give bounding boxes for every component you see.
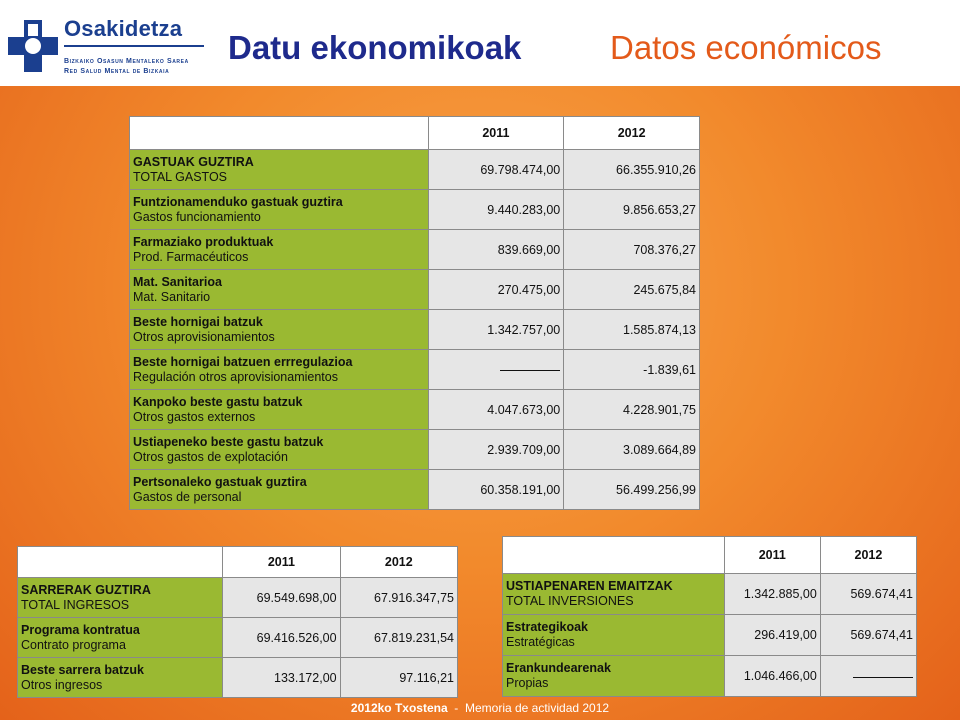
table-row	[18, 578, 458, 618]
value-2012: 9.856.653,27	[564, 190, 700, 230]
table-row	[130, 150, 700, 190]
page-title-es: Datos económicos	[610, 29, 882, 66]
row-label-es: TOTAL INVERSIONES	[506, 594, 634, 608]
value-2011: 296.419,00	[724, 615, 820, 656]
row-label-es: Otros ingresos	[21, 677, 103, 692]
value-2011: 1.342.885,00	[724, 574, 820, 615]
row-label	[130, 190, 429, 230]
row-label-eu: Beste hornigai batzuk	[133, 314, 263, 329]
value-2012: 708.376,27	[564, 230, 700, 270]
footer-left: 2012ko Txostena	[350, 701, 448, 715]
expenses-table	[129, 116, 700, 510]
row-label-es: Otros aprovisionamientos	[133, 329, 275, 344]
row-label-es: Propias	[506, 676, 549, 690]
value-2012: 3.089.664,89	[564, 430, 700, 470]
row-label-eu: Beste hornigai batzuen errregulazioa	[133, 354, 353, 369]
table-row	[130, 270, 700, 310]
table-corner-cell	[18, 547, 223, 578]
page-title-eu: Datu ekonomikoak	[228, 29, 522, 66]
row-label-es: Prod. Farmacéuticos	[133, 249, 249, 264]
logo-subtitle-eu: Bizkaiko Osasun Mentaleko Sarea	[64, 58, 189, 65]
footer-separator: -	[447, 701, 465, 715]
value-2012: 56.499.256,99	[564, 470, 700, 510]
row-label	[130, 430, 429, 470]
row-label-es: TOTAL INGRESOS	[21, 597, 130, 612]
empty-value-dash	[500, 369, 560, 371]
value-2012: 67.916.347,75	[340, 578, 457, 618]
value-2011: 1.046.466,00	[724, 656, 820, 697]
table-row	[18, 618, 458, 658]
row-label	[130, 390, 429, 430]
value-2012: 4.228.901,75	[564, 390, 700, 430]
income-table	[17, 546, 458, 698]
value-2011: 9.440.283,00	[428, 190, 564, 230]
row-label-eu: Pertsonaleko gastuak guztira	[133, 474, 307, 489]
table-row	[130, 350, 700, 390]
value-2011: 4.047.673,00	[428, 390, 564, 430]
row-label-eu: Farmaziako produktuak	[133, 234, 274, 249]
value-2011: 1.342.757,00	[428, 310, 564, 350]
row-label	[503, 574, 725, 615]
footer-right: Memoria de actividad 2012	[464, 701, 610, 715]
value-2011-empty	[428, 350, 564, 390]
row-label	[130, 270, 429, 310]
table-row	[130, 470, 700, 510]
value-2012: 569.674,41	[820, 615, 916, 656]
table-row	[503, 656, 917, 697]
table-row	[130, 430, 700, 470]
row-label-es: TOTAL GASTOS	[133, 169, 228, 184]
row-label-eu: Kanpoko beste gastu batzuk	[133, 394, 303, 409]
table-row	[130, 230, 700, 270]
row-label	[18, 658, 223, 698]
row-label-eu: Estrategikoak	[506, 620, 588, 634]
footer	[0, 701, 960, 715]
value-2011: 69.416.526,00	[223, 618, 340, 658]
value-2011: 270.475,00	[428, 270, 564, 310]
col-header-2011: 2011	[428, 117, 564, 150]
col-header-2012: 2012	[564, 117, 700, 150]
row-label	[130, 230, 429, 270]
value-2011: 133.172,00	[223, 658, 340, 698]
table-row	[503, 574, 917, 615]
logo-name: Osakidetza	[64, 16, 183, 41]
empty-value-dash	[853, 676, 913, 678]
row-label-es: Contrato programa	[21, 637, 126, 652]
row-label	[130, 310, 429, 350]
row-label	[503, 615, 725, 656]
value-2011: 839.669,00	[428, 230, 564, 270]
row-label	[130, 470, 429, 510]
value-2011: 2.939.709,00	[428, 430, 564, 470]
row-label-es: Gastos de personal	[133, 489, 242, 504]
header-bar	[0, 0, 960, 86]
row-label-eu: Beste sarrera batzuk	[21, 662, 144, 677]
osakidetza-logo	[6, 14, 216, 80]
value-2012: -1.839,61	[564, 350, 700, 390]
table-row	[130, 390, 700, 430]
investments-table	[502, 536, 917, 697]
table-row	[18, 658, 458, 698]
col-header-2012: 2012	[820, 537, 916, 574]
table-row	[130, 310, 700, 350]
row-label-eu: Programa kontratua	[21, 622, 140, 637]
row-label-es: Estratégicas	[506, 635, 575, 649]
row-label-es: Mat. Sanitario	[133, 289, 211, 304]
row-label	[18, 578, 223, 618]
row-label-eu: SARRERAK GUZTIRA	[21, 582, 151, 597]
row-label-es: Gastos funcionamiento	[133, 209, 261, 224]
osakidetza-cross-icon	[6, 18, 60, 74]
value-2012-empty	[820, 656, 916, 697]
row-label	[503, 656, 725, 697]
table-corner-cell	[503, 537, 725, 574]
col-header-2012: 2012	[340, 547, 457, 578]
row-label-es: Regulación otros aprovisionamientos	[133, 369, 338, 384]
row-label-eu: Ustiapeneko beste gastu batzuk	[133, 434, 324, 449]
value-2011: 69.549.698,00	[223, 578, 340, 618]
col-header-2011: 2011	[724, 537, 820, 574]
value-2011: 60.358.191,00	[428, 470, 564, 510]
logo-divider	[64, 45, 204, 47]
col-header-2011: 2011	[223, 547, 340, 578]
value-2012: 1.585.874,13	[564, 310, 700, 350]
table-corner-cell	[130, 117, 429, 150]
row-label-eu: Funtzionamenduko gastuak guztira	[133, 194, 343, 209]
row-label-es: Otros gastos externos	[133, 409, 256, 424]
row-label-eu: USTIAPENAREN EMAITZAK	[506, 579, 673, 593]
value-2012: 67.819.231,54	[340, 618, 457, 658]
row-label-eu: GASTUAK GUZTIRA	[133, 154, 254, 169]
row-label-eu: Erankundearenak	[506, 661, 611, 675]
row-label	[130, 350, 429, 390]
value-2012: 569.674,41	[820, 574, 916, 615]
row-label	[18, 618, 223, 658]
table-row	[130, 190, 700, 230]
row-label	[130, 150, 429, 190]
row-label-es: Otros gastos de explotación	[133, 449, 288, 464]
value-2012: 97.116,21	[340, 658, 457, 698]
value-2012: 66.355.910,26	[564, 150, 700, 190]
row-label-eu: Mat. Sanitarioa	[133, 274, 222, 289]
value-2011: 69.798.474,00	[428, 150, 564, 190]
value-2012: 245.675,84	[564, 270, 700, 310]
logo-subtitle-es: Red Salud Mental de Bizkaia	[64, 68, 170, 75]
table-row	[503, 615, 917, 656]
